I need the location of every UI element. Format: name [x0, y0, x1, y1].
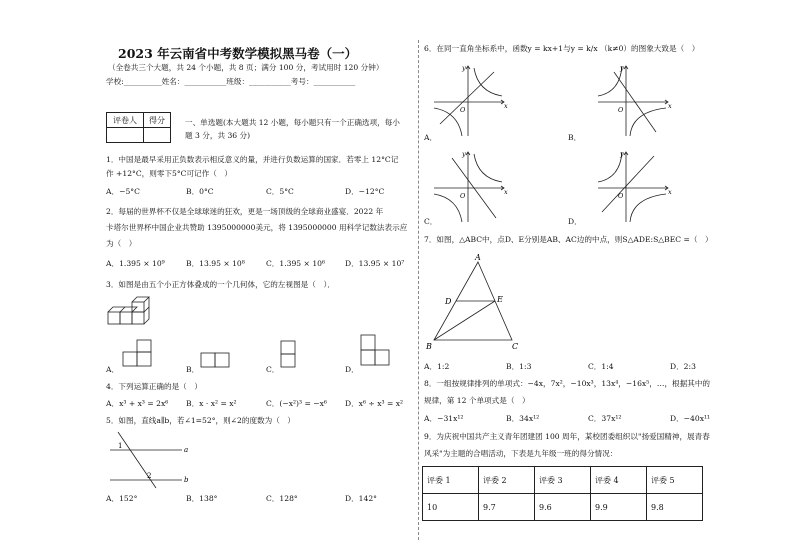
q8-stem-cont: 规律，第 12 个单项式是（ ）	[424, 396, 530, 405]
q7-option-b[interactable]: B．1:3	[506, 362, 532, 371]
q2-stem: 2．每届的世界杯不仅是全球球迷的狂欢，更是一场顶级的全球商业盛宴．2022 年	[106, 207, 384, 216]
q6-option-d[interactable]: D．	[568, 217, 582, 226]
q3-stem: 3．如图是由五个小正方体叠成的一个几何体，它的左视图是（ ）．	[106, 280, 335, 289]
q6-option-a[interactable]: A．	[424, 133, 438, 142]
q5-option-d[interactable]: D．142°	[345, 494, 377, 503]
q1-option-c[interactable]: C．5°C	[266, 187, 294, 196]
q2-option-a[interactable]: A．1.395 × 10⁹	[106, 259, 165, 268]
q6-graph-d	[596, 148, 676, 224]
q4-option-b[interactable]: B．x · x² = x²	[186, 399, 237, 408]
q6-graph-a-y-label: y	[462, 64, 466, 72]
q3-option-c[interactable]: C．	[266, 365, 280, 374]
q3-option-c-view	[280, 340, 300, 370]
q2-option-c[interactable]: C．1.395 × 10⁶	[266, 259, 326, 268]
q3-option-b-view	[200, 352, 236, 370]
q3-option-b[interactable]: B．	[186, 365, 200, 374]
table-cell: 10	[423, 494, 479, 521]
q9-stem-cont: 风采"为主题的合唱活动，下表是九年级一班的得分情况：	[424, 449, 618, 458]
q3-option-d[interactable]: D．	[345, 365, 359, 374]
q6-graph-a-x-label: x	[504, 102, 508, 110]
q4-option-a[interactable]: A．x³ + x³ = 2x⁶	[106, 399, 169, 408]
section-heading: 一、单选题(本大题共 12 小题，每小题只有一个正确选项，每小	[185, 118, 400, 127]
q6-graph-d-origin: O	[618, 192, 624, 200]
q7-point-a: A	[475, 253, 481, 262]
score-box-cell	[107, 128, 144, 143]
q5-line-b-label: b	[184, 476, 189, 484]
q6-graph-c-y-label: y	[462, 150, 466, 158]
q5-option-b[interactable]: B．138°	[186, 494, 218, 503]
q7-stem: 7．如图，△ABC中，点D、E分别是AB、AC边的中点，则S△ADE:S△BEC =（ ）	[424, 235, 713, 244]
column-divider	[418, 40, 419, 540]
q7-option-a[interactable]: A．1:2	[424, 362, 450, 371]
q6-stem: 6．在同一直角坐标系中，函数y = kx+1与y = k/x （k≠0）的图象大致是（ ）	[424, 44, 700, 53]
q8-stem: 8．一组按规律排列的单项式：−4x，7x²，−10x³，13x⁴，−16x⁵，…，根据其中的	[424, 379, 711, 388]
q5-angle1-label: 1	[118, 442, 123, 450]
table-cell: 9.9	[591, 494, 647, 521]
section-heading-cont: 题 3 分，共 36 分)	[185, 131, 251, 140]
q2-stem-cont2: 为（ ）	[106, 239, 137, 248]
q6-graph-d-y-label: y	[620, 150, 624, 158]
q6-graph-b	[596, 62, 676, 138]
q6-graph-d-x-label: x	[668, 188, 672, 196]
q2-option-d[interactable]: D．13.95 × 10⁷	[345, 259, 405, 268]
q5-option-c[interactable]: C．128°	[266, 494, 298, 503]
q3-option-d-view	[360, 334, 396, 368]
table-header-row	[423, 467, 703, 494]
q2-option-b[interactable]: B．13.95 × 10⁸	[186, 259, 245, 268]
q8-option-a[interactable]: A．−31x¹²	[424, 414, 464, 423]
q3-option-a[interactable]: A．	[106, 365, 120, 374]
table-cell: 9.8	[647, 494, 703, 521]
q5-stem: 5．如图，直线a∥b，若∠1=52°，则∠2的度数为（ ）	[106, 416, 296, 425]
q3-option-a-view	[122, 340, 158, 370]
score-box-cell	[144, 128, 171, 143]
q7-triangle-figure	[424, 252, 524, 352]
q5-angle2-label: 2	[147, 472, 152, 480]
table-header-cell: 评委 2	[479, 467, 535, 494]
q4-stem: 4．下列运算正确的是（ ）	[106, 382, 202, 391]
q9-stem: 9．为庆祝中国共产主义青年团建团 100 周年，某校团委组织以"扬爱国精神，展青春	[424, 432, 710, 441]
score-box-score: 得分	[144, 113, 171, 128]
q6-option-b[interactable]: B．	[568, 133, 582, 142]
student-info-line: 学校:__________姓名：___________班级：___________考号：___________	[106, 77, 356, 86]
q3-solid-figure	[106, 300, 156, 330]
q4-option-d[interactable]: D．x⁶ ÷ x³ = x²	[345, 399, 404, 408]
q8-option-c[interactable]: C．37x¹²	[588, 414, 622, 423]
table-header-cell: 评委 5	[647, 467, 703, 494]
table-row	[423, 494, 703, 521]
q6-graph-b-origin: O	[618, 106, 624, 114]
q7-option-d[interactable]: D．2:3	[670, 362, 696, 371]
q1-option-a[interactable]: A．−5°C	[106, 187, 140, 196]
score-box-grader: 评卷人	[107, 113, 144, 128]
q5-parallel-lines-figure	[108, 430, 188, 488]
exam-note: （全卷共三个大题，共 24 个小题，共 8 页；满分 100 分，考试用时 120 分钟）	[108, 63, 384, 72]
page-title: 2023 年云南省中考数学模拟黑马卷（一）	[118, 46, 358, 61]
q6-graph-c-origin: O	[460, 192, 466, 200]
table-header-cell: 评委 4	[591, 467, 647, 494]
q6-graph-b-y-label: y	[620, 64, 624, 72]
q7-option-c[interactable]: C．1:4	[588, 362, 614, 371]
q7-point-b: B	[426, 342, 432, 351]
q7-point-d: D	[445, 297, 452, 306]
q6-graph-c	[432, 148, 512, 224]
q5-line-a-label: a	[184, 446, 189, 454]
table-cell: 9.7	[479, 494, 535, 521]
q7-point-e: E	[497, 295, 503, 304]
q7-point-c: C	[512, 342, 519, 351]
q6-option-c[interactable]: C．	[424, 217, 438, 226]
q6-graph-b-x-label: x	[668, 102, 672, 110]
q9-score-table	[422, 466, 703, 521]
q4-option-c[interactable]: C．(−x²)³ = −x⁶	[266, 399, 327, 408]
score-box	[106, 112, 171, 143]
q1-stem: 1．中国是最早采用正负数表示相反意义的量，并进行负数运算的国家．若零上 12°C记	[106, 155, 399, 164]
q1-stem-cont: 作 +12°C，则零下5°C可记作（ ）	[106, 169, 233, 178]
table-header-cell: 评委 3	[535, 467, 591, 494]
q8-option-d[interactable]: D．−40x¹¹	[670, 414, 711, 423]
q5-option-a[interactable]: A．152°	[106, 494, 138, 503]
q2-stem-cont: 卡塔尔世界杯中国企业共赞助 1395000000美元，将 1395000000 用科学记数法表示应	[106, 223, 408, 232]
q1-option-d[interactable]: D．−12°C	[345, 187, 385, 196]
q6-graph-a-origin: O	[460, 106, 466, 114]
q6-graph-c-x-label: x	[504, 188, 508, 196]
q1-option-b[interactable]: B．0°C	[186, 187, 214, 196]
table-header-cell: 评委 1	[423, 467, 479, 494]
q8-option-b[interactable]: B．34x¹²	[506, 414, 540, 423]
table-cell: 9.6	[535, 494, 591, 521]
q6-graph-a	[432, 62, 512, 138]
